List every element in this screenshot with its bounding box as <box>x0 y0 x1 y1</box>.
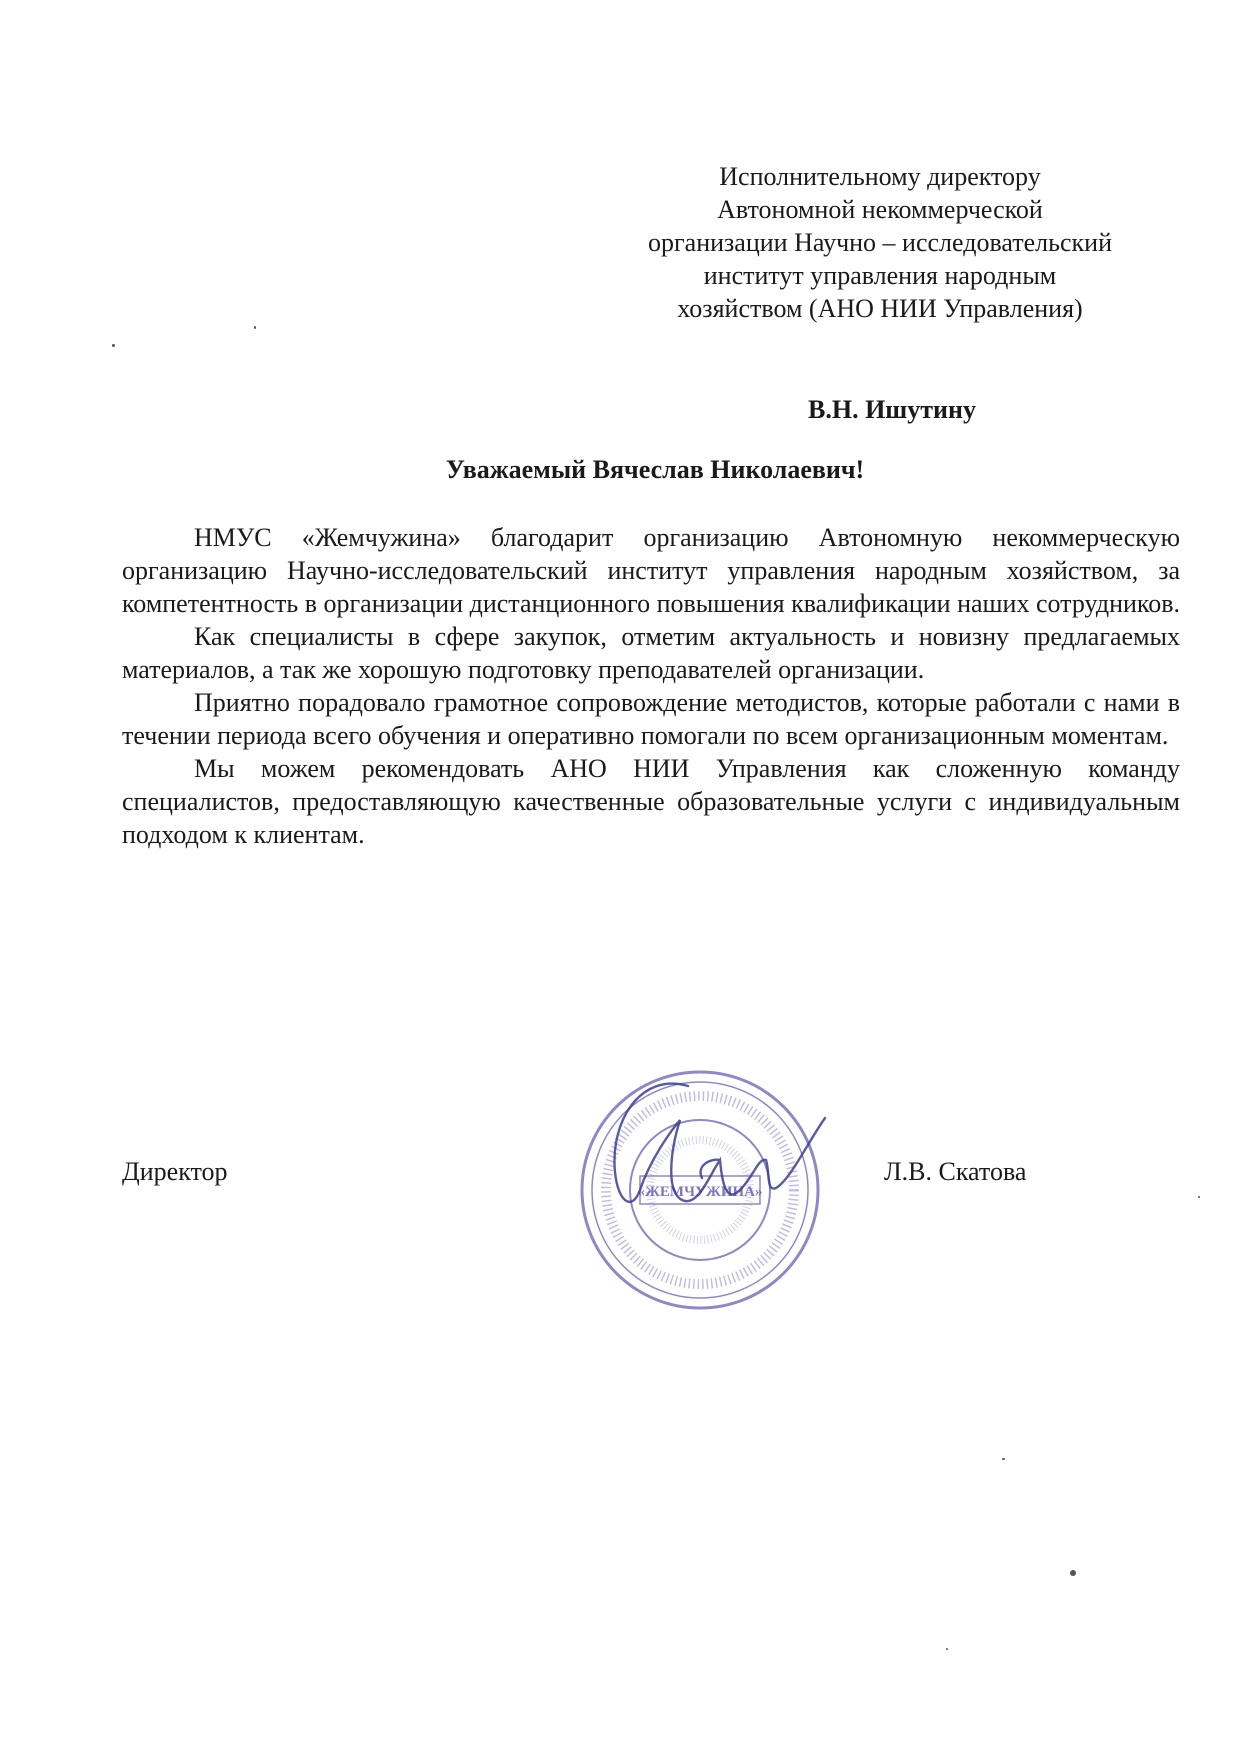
addressee-line: Автономной некоммерческой <box>717 195 1043 224</box>
scan-speck <box>1070 1570 1076 1576</box>
signatory-name: Л.В. Скатова <box>884 1157 1027 1186</box>
addressee-line: организации Научно – исследовательский <box>647 228 1112 257</box>
addressee-line: институт управления народным <box>703 261 1057 290</box>
addressee-block <box>600 160 1160 325</box>
handwritten-signature-icon <box>570 1062 840 1232</box>
signatory-title: Директор <box>122 1157 228 1186</box>
scan-speck <box>946 1648 948 1650</box>
stamp-center-text: «ЖЕМЧУЖИНА» <box>637 1184 763 1200</box>
recipient-name: В.Н. Ишутину <box>808 395 976 424</box>
scan-speck <box>112 344 115 347</box>
salutation: Уважаемый Вячеслав Николаевич! <box>445 455 865 484</box>
letter-body <box>122 521 1180 851</box>
addressee-line: Исполнительному директору <box>719 162 1041 191</box>
addressee-line: хозяйством (АНО НИИ Управления) <box>677 294 1083 323</box>
body-paragraph: НМУС «Жемчужина» благодарит организацию Автономную некоммерческую организацию Научно-исследовательский институт управления народным хозяйством, за компетентность в организации дистанционного повышения квалификации наших сотрудников. <box>122 523 1181 618</box>
scan-speck <box>254 326 256 329</box>
body-paragraph: Мы можем рекомендовать АНО НИИ Управления как сложенную команду специалистов, предоставляющую качественные образовательные услуги с индивидуальным подходом к клиентам. <box>122 754 1180 849</box>
scan-speck <box>1002 1458 1005 1460</box>
body-paragraph: Как специалисты в сфере закупок, отметим актуальность и новизну предлагаемых материалов, а так же хорошую подготовку преподавателей организации. <box>122 622 1180 684</box>
body-paragraph: Приятно порадовало грамотное сопровождение методистов, которые работали с нами в течении периода всего обучения и оперативно помогали по всем организационным моментам. <box>122 688 1180 750</box>
scan-speck <box>1198 1196 1200 1198</box>
